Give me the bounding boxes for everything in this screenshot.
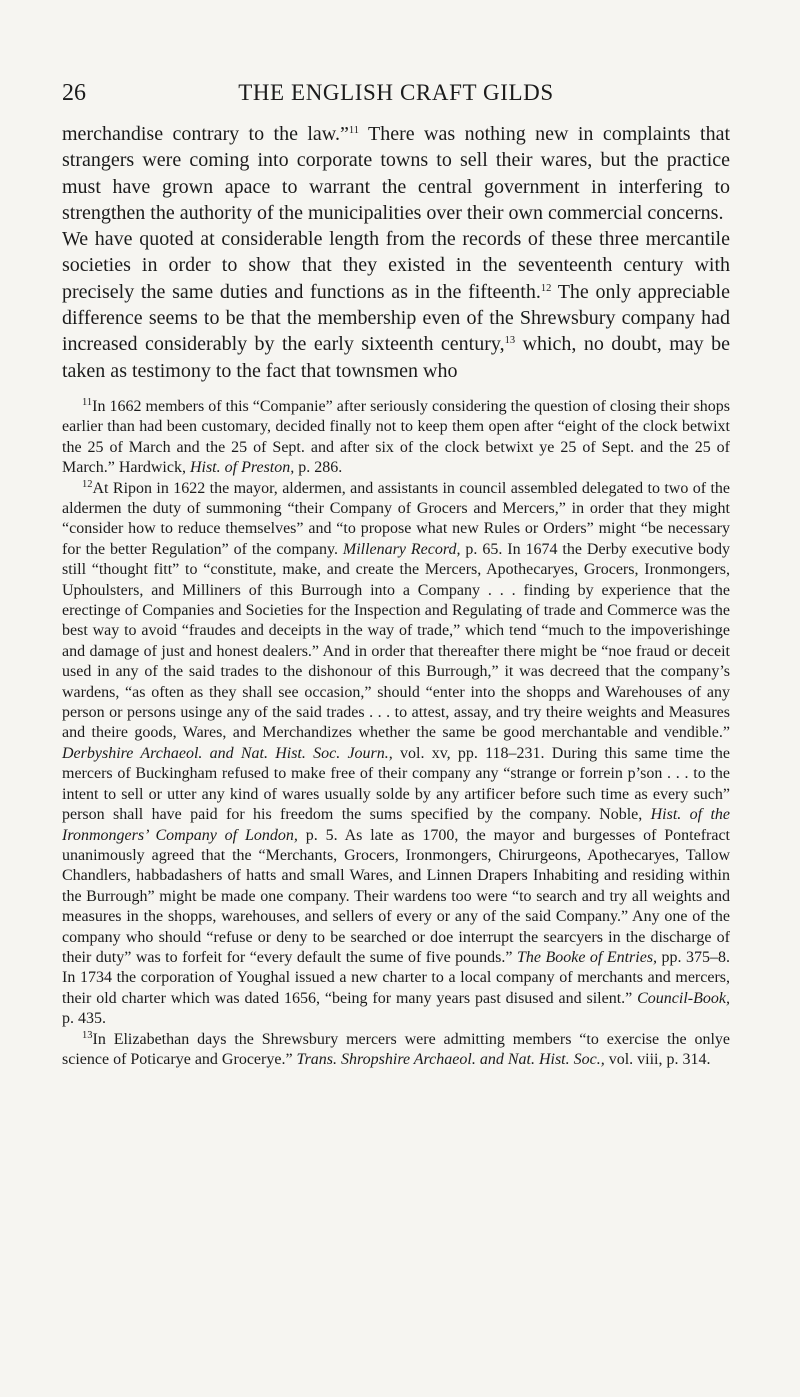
paragraph-1-text-b: There was nothing new in complaints that strangers were coming into corporate towns to sell their wares, but the practice must have grown apace to warrant the central government in interfering to strengthen the authority of the municipalities over their own commercial concerns. [62,123,731,224]
footnote-ref-13[interactable]: 13 [504,335,516,347]
footnote-13-citation: Trans. Shropshire Archaeol. and Nat. Hist. Soc., [296,1050,605,1068]
footnote-13-tail: vol. viii, p. 314. [604,1050,711,1068]
footnote-11-number: 11 [82,396,93,408]
footnote-12-text-6: p. 435. [62,1010,106,1028]
footnote-12-text-3: vol. xv, pp. 118–231. During this same time the mercers of Buckingham refused to make free of their company any “strange or forrein p’son . . . to the intent to sell or utter any kind of wares usually solde by any artificer before such time as every such” person shall have paid for his freedom the sums specified by the company. Noble, [62,744,730,824]
paragraph-2-text-b: The only appreciable difference seems to be that the membership even of the Shrewsbury company had increased considerably by the early sixteenth century, [62,280,730,356]
footnote-11-tail: p. 286. [294,459,343,477]
main-text [62,121,730,384]
footnote-11-citation: Hist. of Preston, [189,459,295,477]
footnote-13-text: In Elizabethan days the Shrewsbury mercers were admitting members “to exercise the onlye science of Poticarye and Groceryе.” [62,1030,730,1068]
footnotes [62,397,730,1070]
footnote-13-number: 13 [82,1029,93,1041]
footnote-12-citation-1: Millenary Record, [342,540,461,558]
paragraph-1 [62,121,730,226]
footnote-ref-12[interactable]: 12 [540,282,552,294]
book-page [0,79,800,1397]
footnote-11 [62,397,730,479]
paragraph-2-text-a: We have quoted at considerable length from the records of these three mercantile societies in order to show that they existed in the seventeenth century with precisely the same duties and functions as in the fifteenth. [62,228,730,303]
footnote-12 [62,479,730,1030]
footnote-13 [62,1030,730,1071]
running-head [62,79,730,107]
page-number: 26 [62,80,86,106]
running-title: THE ENGLISH CRAFT GILDS [238,80,554,105]
footnote-12-text-5: pp. 375–8. In 1734 the corporation of Youghal issued a new charter to a local company of merchants and mercers, their old charter which was dated 1656, “being for many years past disused and silent.” [62,948,731,1007]
footnote-12-citation-3: Hist. of the Ironmongers’ Company of London, [62,806,730,844]
footnote-11-text: In 1662 members of this “Companie” after seriously considering the question of closing their shops earlier than had been customary, decided finally not to keep them open after “eight of the clock betwixt the 25 of March and the 25 of Sept. and after six of the clock betwixt ye 25 of Sept. and the 25 of March.” Hardwick, [62,397,730,477]
footnote-12-number: 12 [82,478,93,490]
paragraph-2-text-c: which, no doubt, may be taken as testimony to the fact that townsmen who [62,333,730,382]
footnote-12-citation-2: Derbyshire Archaeol. and Nat. Hist. Soc. Journ., [62,744,393,762]
footnote-12-citation-4: The Booke of Entries, [516,948,658,966]
footnote-12-citation-5: Council-Book, [637,989,730,1007]
footnote-ref-11[interactable]: 11 [348,125,359,136]
footnote-12-text-4: p. 5. As late as 1700, the mayor and burgesses of Pontefract unanimously agreed that the “Merchants, Grocers, Ironmongers, Chirurgeons, Apothecaryes, Tallow Chandlers, habbadashers of hatts and small Wares, and Linnen Drapers Inhabiting and residing within the Burrough” might be made one company. Their wardens too were “to search and try all weights and measures in the shopps, warehouses, and sellers of every or any of the said Company.” Any one of the company who should “refuse or deny to be searched or doe interrupt the searcyers in the discharge of their duty” was to forfeit for “every default the sume of five pounds.” [62,826,731,966]
footnote-12-text-1: At Ripon in 1622 the mayor, aldermen, and assistants in council assembled delegated to two of the aldermen the duty of summoning “their Company of Grocers and Mercers,” in order that they might “consider how to reduce themselves” and “to propose what new Rules or Orders” might “be necessary for the better Regulation” of the company. [62,479,730,558]
paragraph-1-text-a: merchandise contrary to the law.” [62,123,349,145]
footnote-12-text-2: p. 65. In 1674 the Derby executive body still “thought fitt” to “constitute, make, and create the Mercers, Apothecaryes, Grocers, Ironmongers, Uphoulsters, and Milliners of this Burrough into a Company . . . finding by experience that the erectinge of Companies and Societies for the Inspection and Regulating of trade and Commerce was the best way to avoid “fraudes and deceipts in the way of trade,” which tend “much to the impoverishinge and damage of just and honest dealers.” And in order that thereafter there might be “noe fraud or deceit used in any of the said trades to the dishonour of this Burrough,” it was decreed that the company’s wardens, “as often as they shall see occasion,” should “enter into the shopps and Warehouses of any person or persons usinge any of the said trades . . . to attest, assay, and try theire weights and Measures and theire goods, Wares, and Merchandizes whether the same be good merchantable and vendible.” [62,540,731,742]
paragraph-2 [62,226,730,384]
